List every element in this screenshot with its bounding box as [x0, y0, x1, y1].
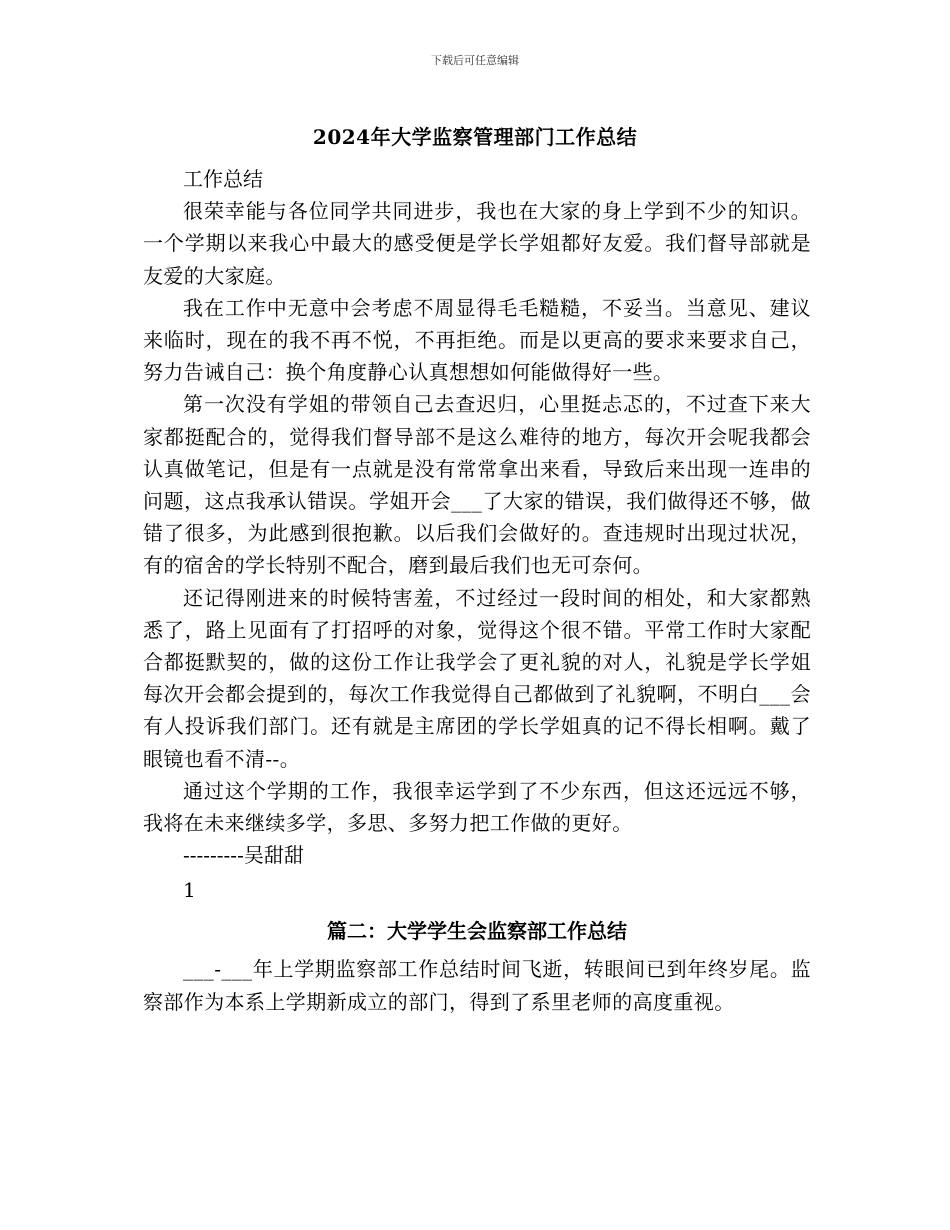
paragraph-1: 很荣幸能与各位同学共同进步，我也在大家的身上学到不少的知识。一个学期以来我心中最大的感受便是学长学姐都好友爱。我们督导部就是友爱的大家庭。 [143, 199, 811, 288]
document-title: 2024年大学监察管理部门工作总结 [312, 125, 638, 149]
signature: ---------吴甜甜 [183, 843, 304, 868]
section-2-title: 篇二：大学学生会监察部工作总结 [327, 919, 627, 944]
header-note: 下载后可任意编辑 [431, 54, 519, 67]
paragraph-2: 我在工作中无意中会考虑不周显得毛毛糙糙，不妥当。当意见、建议来临时，现在的我不再不悦，不再拒绝。而是以更高的要求来要求自己，努力告诫自己：换个角度静心认真想想如何能做得好一些。 [143, 295, 811, 385]
paragraph-5: 通过这个学期的工作，我很幸运学到了不少东西，但这还远远不够，我将在未来继续多学，多思、多努力把工作做的更好。 [143, 778, 811, 836]
paragraph-4: 还记得刚进来的时候特害羞，不过经过一段时间的相处，和大家都熟悉了，路上见面有了打招呼的对象，觉得这个很不错。平常工作时大家配合都挺默契的，做的这份工作让我学会了更礼貌的对人，礼貌是学长学姐每次开会都会提到的，每次工作我觉得自己都做到了礼貌啊，不明白___会有人投诉我们部门。还有就是主席团的学长学姐真的记不得长相啊。戴了眼镜也看不清--。 [143, 585, 811, 771]
intro-label: 工作总结 [183, 167, 263, 191]
page-number: 1 [183, 878, 196, 903]
document-body [143, 163, 811, 1018]
paragraph-3: 第一次没有学姐的带领自己去查迟归，心里挺忐忑的，不过查下来大家都挺配合的，觉得我们督导部不是这么难待的地方，每次开会呢我都会认真做笔记，但是有一点就是没有常常拿出来看，导致后来出现一连串的问题，这点我承认错误。学姐开会___了大家的错误，我们做得还不够，做错了很多，为此感到很抱歉。以后我们会做好的。查违规时出现过状况，有的宿舍的学长特别不配合，磨到最后我们也无可奈何。 [143, 392, 811, 578]
section-2-paragraph: ___-___年上学期监察部工作总结时间飞逝，转眼间已到年终岁尾。监察部作为本系上学期新成立的部门，得到了系里老师的高度重视。 [143, 957, 811, 1014]
